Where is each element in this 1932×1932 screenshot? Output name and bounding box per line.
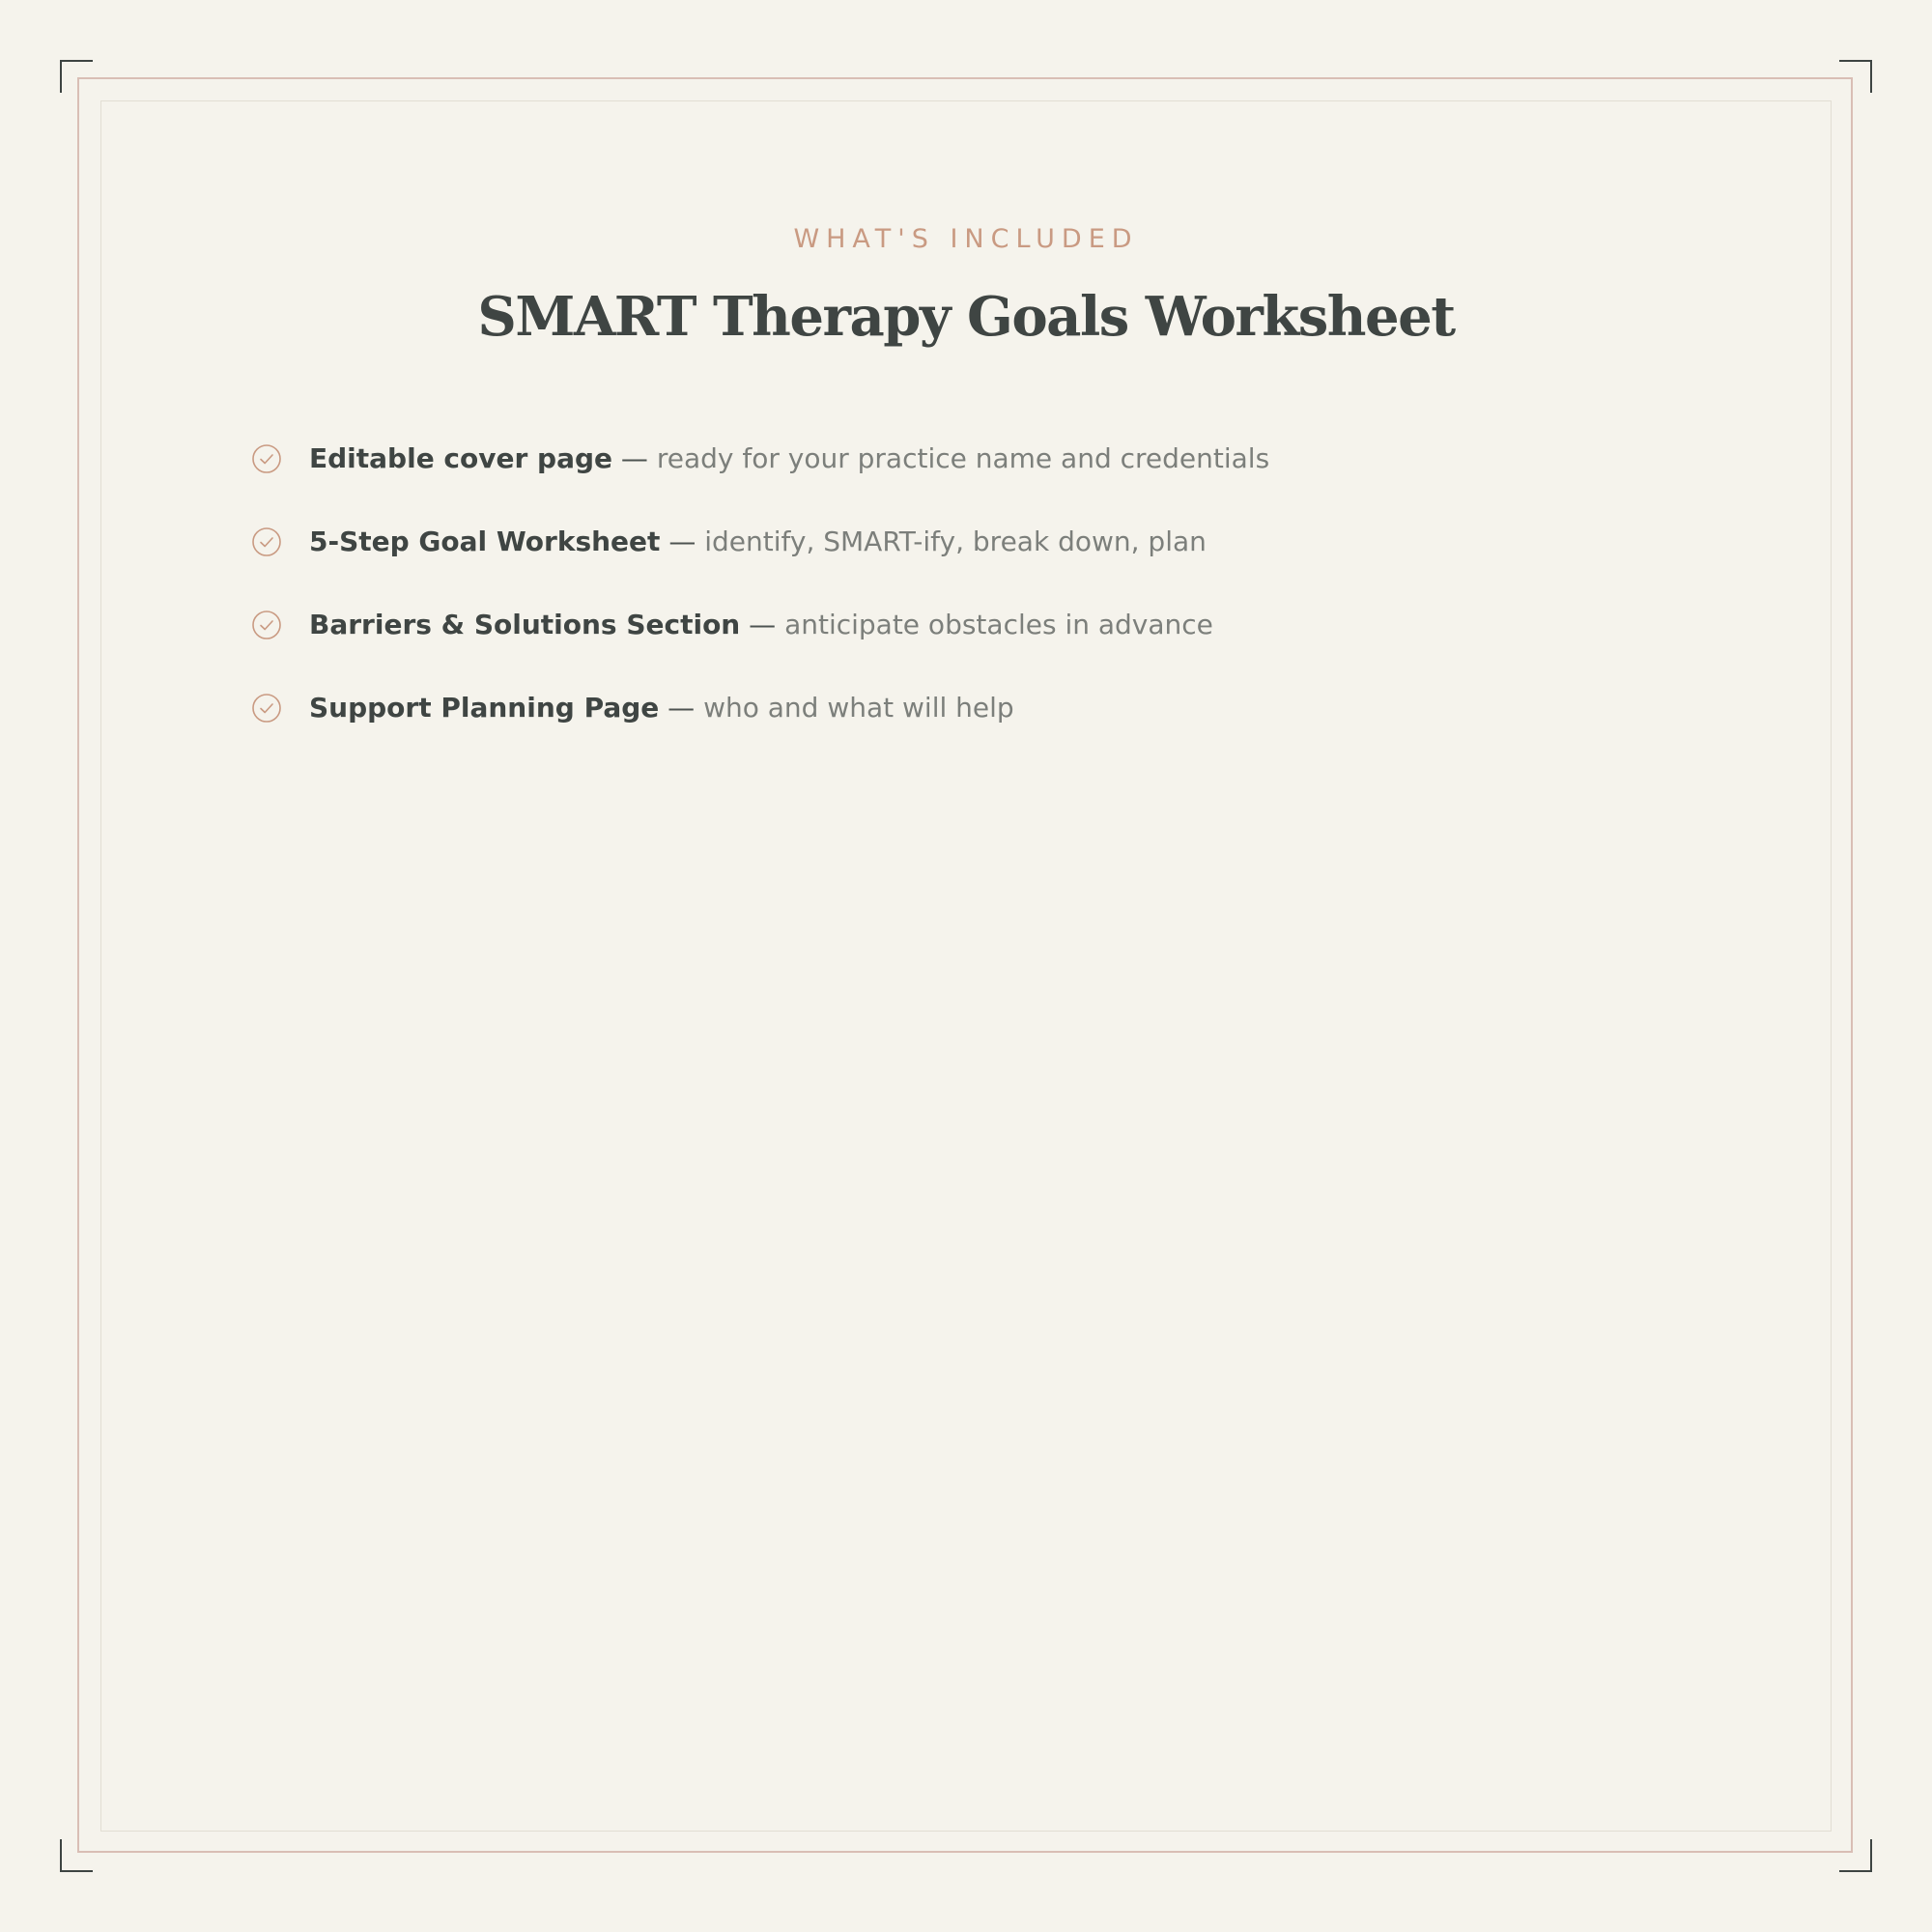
- item-title: Support Planning Page: [309, 692, 660, 724]
- item-title: Barriers & Solutions Section: [309, 609, 741, 640]
- item-title: Editable cover page: [309, 442, 613, 474]
- list-item-text: [309, 606, 1213, 644]
- item-description: anticipate obstacles in advance: [784, 609, 1213, 640]
- list-item-text: [309, 523, 1207, 561]
- list-item-text: [309, 440, 1269, 478]
- page-title: SMART Therapy Goals Worksheet: [477, 285, 1455, 349]
- inner-frame: [100, 100, 1832, 1832]
- list-item: [251, 667, 1269, 750]
- item-separator: —: [740, 609, 785, 640]
- check-circle-icon: [251, 693, 282, 724]
- list-item: [251, 417, 1269, 500]
- check-circle-icon: [251, 526, 282, 557]
- item-description: ready for your practice name and credentials: [656, 442, 1270, 474]
- item-description: identify, SMART-ify, break down, plan: [704, 526, 1207, 557]
- item-separator: —: [612, 442, 657, 474]
- item-description: who and what will help: [703, 692, 1014, 724]
- check-circle-icon: [251, 610, 282, 640]
- list-item: [251, 500, 1269, 583]
- included-list: [251, 417, 1269, 750]
- list-item-text: [309, 689, 1014, 727]
- check-circle-icon: [251, 443, 282, 474]
- list-item: [251, 583, 1269, 667]
- item-title: 5-Step Goal Worksheet: [309, 526, 661, 557]
- item-separator: —: [659, 692, 704, 724]
- section-eyebrow: WHAT'S INCLUDED: [793, 224, 1139, 254]
- item-separator: —: [660, 526, 705, 557]
